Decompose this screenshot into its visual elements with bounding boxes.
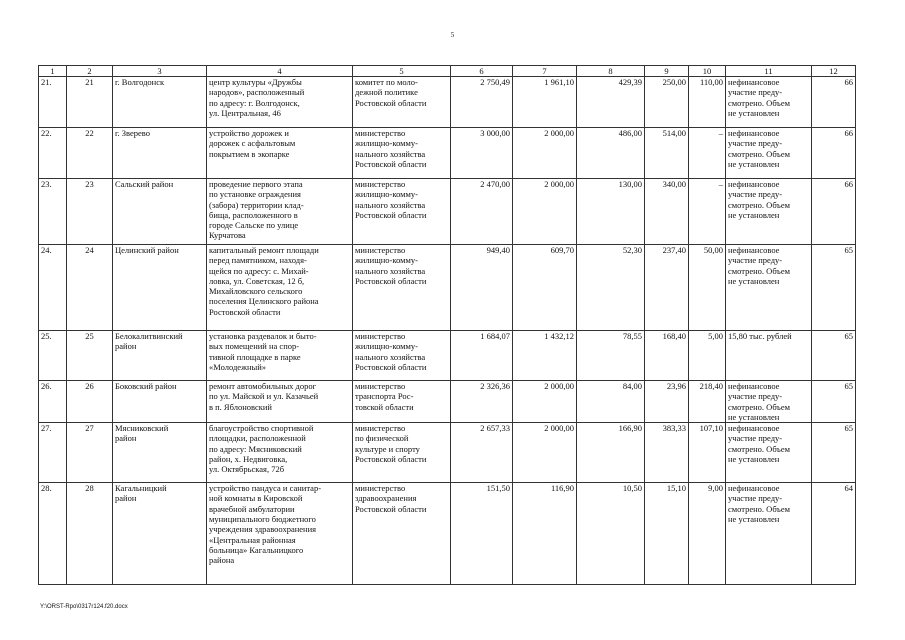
row-index: 26 <box>67 381 113 423</box>
amount-cell: 1 684,07 <box>451 331 513 381</box>
amount-cell: 2 000,00 <box>513 179 577 245</box>
district-cell: Кагальницкий район <box>113 483 207 585</box>
table-row <box>39 331 856 381</box>
column-header: 1 <box>39 66 67 77</box>
column-header: 11 <box>726 66 812 77</box>
amount-cell: 107,10 <box>689 423 726 483</box>
row-number: 21. <box>39 77 67 128</box>
participation-cell: нефинансовое участие преду- смотрено. Объем не установлен <box>726 77 812 128</box>
amount-cell: 168,40 <box>645 331 689 381</box>
amount-cell: 23,96 <box>645 381 689 423</box>
amount-cell: 3 000,00 <box>451 128 513 179</box>
amount-cell: 2 657,33 <box>451 423 513 483</box>
row-number: 28. <box>39 483 67 585</box>
amount-cell: 2 000,00 <box>513 381 577 423</box>
score-cell: 65 <box>812 381 856 423</box>
column-header: 4 <box>207 66 353 77</box>
participation-cell: нефинансовое участие преду- смотрено. Объем не установлен <box>726 483 812 585</box>
amount-cell: 52,30 <box>577 245 645 331</box>
row-number: 25. <box>39 331 67 381</box>
amount-cell: 429,39 <box>577 77 645 128</box>
district-cell: Боковский район <box>113 381 207 423</box>
object-cell: капитальный ремонт площади перед памятником, находя- щейся по адресу: с. Михай- ловка, ул. Советская, 12 б, Михайловского сельского поселения Целинского района Ростовской области <box>207 245 353 331</box>
participation-cell: нефинансовое участие преду- смотрено. Объем не установлен <box>726 423 812 483</box>
amount-cell: 218,40 <box>689 381 726 423</box>
amount-cell: 237,40 <box>645 245 689 331</box>
object-cell: установка раздевалок и быто- вых помещений на спор- тивной площадке в парке «Молодежный» <box>207 331 353 381</box>
table-row <box>39 245 856 331</box>
table-row <box>39 77 856 128</box>
row-index: 24 <box>67 245 113 331</box>
table-row <box>39 381 856 423</box>
row-number: 26. <box>39 381 67 423</box>
row-number: 24. <box>39 245 67 331</box>
row-number: 23. <box>39 179 67 245</box>
row-index: 28 <box>67 483 113 585</box>
amount-cell: 2 750,49 <box>451 77 513 128</box>
participation-cell: нефинансовое участие преду- смотрено. Объем не установлен <box>726 245 812 331</box>
object-cell: ремонт автомобильных дорог по ул. Майской и ул. Казачьей в п. Яблоновский <box>207 381 353 423</box>
score-cell: 65 <box>812 245 856 331</box>
object-cell: устройство пандуса и санитар- ной комнаты в Кировской врачебной амбулатории муниципального бюджетного учреждения здравоохранения «Центральная районная больница» Кагальницкого района <box>207 483 353 585</box>
projects-table <box>38 65 856 585</box>
object-cell: центр культуры «Дружбы народов», расположенный по адресу: г. Волгодонск, ул. Центральная, 46 <box>207 77 353 128</box>
amount-cell: 383,33 <box>645 423 689 483</box>
score-cell: 66 <box>812 128 856 179</box>
amount-cell: – <box>689 179 726 245</box>
ministry-cell: министерство жилищно-комму- нального хозяйства Ростовской области <box>353 128 451 179</box>
amount-cell: 78,55 <box>577 331 645 381</box>
column-header: 5 <box>353 66 451 77</box>
row-number: 22. <box>39 128 67 179</box>
score-cell: 66 <box>812 179 856 245</box>
amount-cell: – <box>689 128 726 179</box>
district-cell: Сальский район <box>113 179 207 245</box>
ministry-cell: министерство транспорта Рос- товской области <box>353 381 451 423</box>
amount-cell: 116,90 <box>513 483 577 585</box>
amount-cell: 15,10 <box>645 483 689 585</box>
row-index: 22 <box>67 128 113 179</box>
column-header: 2 <box>67 66 113 77</box>
ministry-cell: министерство жилищно-комму- нального хозяйства Ростовской области <box>353 179 451 245</box>
column-header: 8 <box>577 66 645 77</box>
score-cell: 65 <box>812 331 856 381</box>
district-cell: г. Зверево <box>113 128 207 179</box>
object-cell: благоустройство спортивной площадки, расположенной по адресу: Мясниковский район, х. Недвиговка, ул. Октябрьская, 72б <box>207 423 353 483</box>
district-cell: г. Волгодонск <box>113 77 207 128</box>
amount-cell: 151,50 <box>451 483 513 585</box>
ministry-cell: министерство жилищно-комму- нального хозяйства Ростовской области <box>353 245 451 331</box>
file-path-footer: Y:\ORST-Rpo\0317r124.f20.docx <box>40 604 128 610</box>
column-header: 12 <box>812 66 856 77</box>
object-cell: устройство дорожек и дорожек с асфальтовым покрытием в экопарке <box>207 128 353 179</box>
page-number: 5 <box>450 31 455 39</box>
participation-cell: нефинансовое участие преду- смотрено. Объем не установлен <box>726 128 812 179</box>
ministry-cell: комитет по моло- дежной политике Ростовской области <box>353 77 451 128</box>
amount-cell: 1 961,10 <box>513 77 577 128</box>
row-index: 21 <box>67 77 113 128</box>
row-index: 25 <box>67 331 113 381</box>
participation-cell: нефинансовое участие преду- смотрено. Объем не установлен <box>726 381 812 423</box>
participation-cell: 15,80 тыс. рублей <box>726 331 812 381</box>
amount-cell: 10,50 <box>577 483 645 585</box>
amount-cell: 5,00 <box>689 331 726 381</box>
district-cell: Мясниковский район <box>113 423 207 483</box>
object-cell: проведение первого этапа по установке ограждения (забора) территории клад- бища, расположенного в городе Сальске по улице Курчатова <box>207 179 353 245</box>
column-header: 3 <box>113 66 207 77</box>
amount-cell: 609,70 <box>513 245 577 331</box>
table-row <box>39 483 856 585</box>
amount-cell: 1 432,12 <box>513 331 577 381</box>
column-header: 9 <box>645 66 689 77</box>
score-cell: 66 <box>812 77 856 128</box>
score-cell: 65 <box>812 423 856 483</box>
amount-cell: 110,00 <box>689 77 726 128</box>
amount-cell: 166,90 <box>577 423 645 483</box>
amount-cell: 130,00 <box>577 179 645 245</box>
amount-cell: 50,00 <box>689 245 726 331</box>
ministry-cell: министерство по физической культуре и спорту Ростовской области <box>353 423 451 483</box>
table-row <box>39 423 856 483</box>
row-index: 23 <box>67 179 113 245</box>
participation-cell: нефинансовое участие преду- смотрено. Объем не установлен <box>726 179 812 245</box>
row-index: 27 <box>67 423 113 483</box>
ministry-cell: министерство здравоохранения Ростовской области <box>353 483 451 585</box>
score-cell: 64 <box>812 483 856 585</box>
amount-cell: 2 470,00 <box>451 179 513 245</box>
column-header: 7 <box>513 66 577 77</box>
amount-cell: 949,40 <box>451 245 513 331</box>
column-header: 6 <box>451 66 513 77</box>
district-cell: Белокалитвинский район <box>113 331 207 381</box>
amount-cell: 84,00 <box>577 381 645 423</box>
amount-cell: 2 000,00 <box>513 423 577 483</box>
district-cell: Целинский район <box>113 245 207 331</box>
table-row <box>39 179 856 245</box>
amount-cell: 486,00 <box>577 128 645 179</box>
amount-cell: 2 326,36 <box>451 381 513 423</box>
amount-cell: 250,00 <box>645 77 689 128</box>
amount-cell: 340,00 <box>645 179 689 245</box>
amount-cell: 514,00 <box>645 128 689 179</box>
ministry-cell: министерство жилищно-комму- нального хозяйства Ростовской области <box>353 331 451 381</box>
amount-cell: 2 000,00 <box>513 128 577 179</box>
table-row <box>39 128 856 179</box>
column-number-row <box>39 66 856 77</box>
amount-cell: 9,00 <box>689 483 726 585</box>
column-header: 10 <box>689 66 726 77</box>
row-number: 27. <box>39 423 67 483</box>
